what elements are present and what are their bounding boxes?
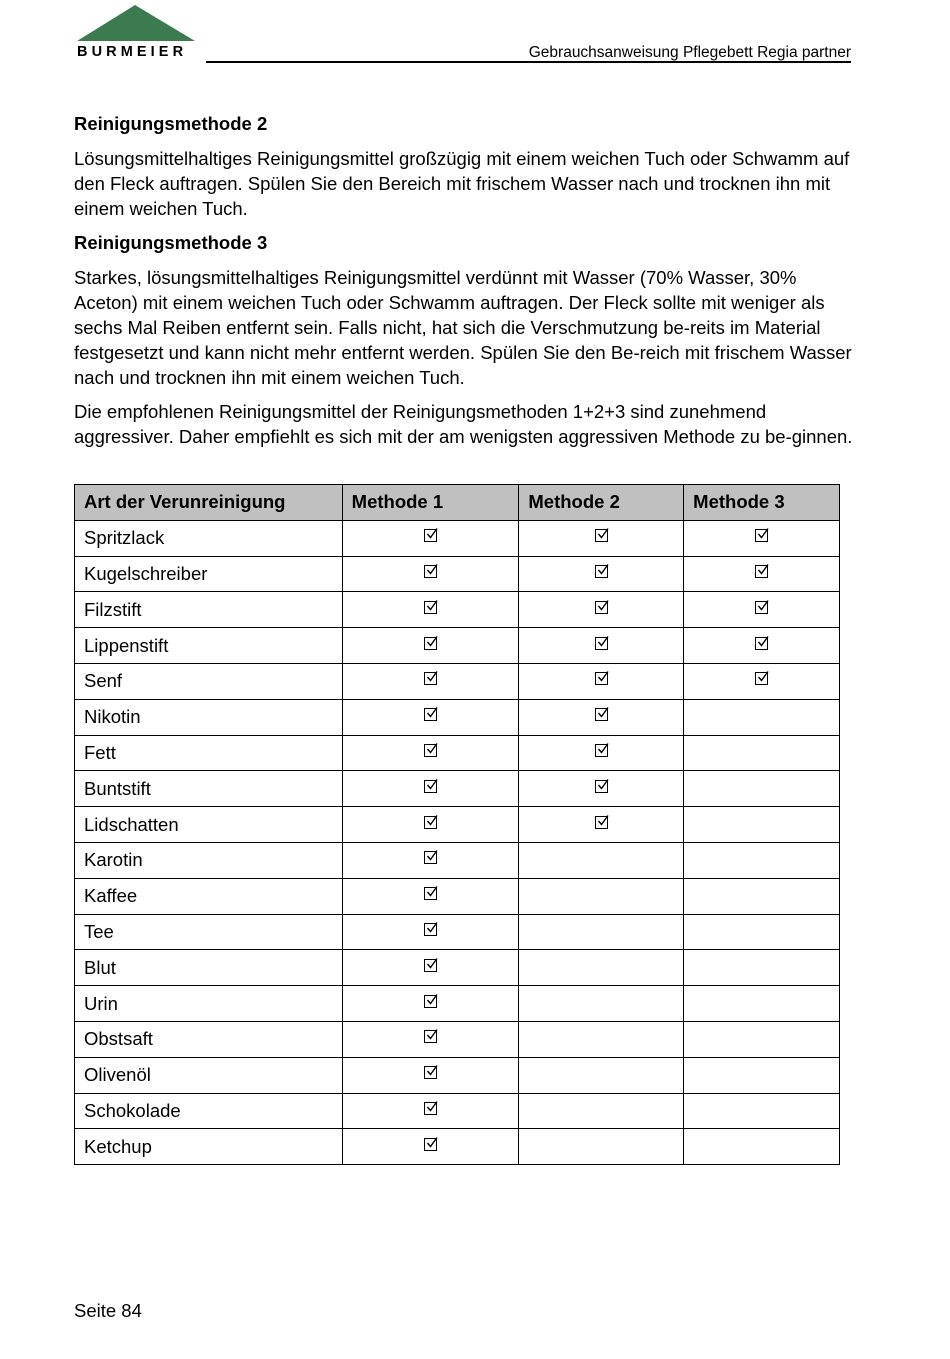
method-2-cell — [519, 1021, 684, 1057]
method-3-cell — [684, 520, 840, 556]
method-3-cell — [684, 556, 840, 592]
table-row — [75, 592, 840, 628]
table-row — [75, 771, 840, 807]
checked-box-icon — [755, 672, 768, 685]
stain-name: Ketchup — [75, 1129, 343, 1165]
table-row — [75, 699, 840, 735]
method-3-cell — [684, 950, 840, 986]
stain-name: Karotin — [75, 842, 343, 878]
method-2-cell — [519, 735, 684, 771]
method-1-cell — [342, 556, 519, 592]
column-header-method-1: Methode 1 — [342, 485, 519, 521]
checked-box-icon — [424, 1138, 437, 1151]
checked-box-icon — [424, 672, 437, 685]
checked-box-icon — [755, 637, 768, 650]
stain-name: Spritzlack — [75, 520, 343, 556]
method-2-cell — [519, 592, 684, 628]
method-2-cell — [519, 807, 684, 843]
table-row — [75, 663, 840, 699]
stain-name: Senf — [75, 663, 343, 699]
method-3-cell — [684, 1057, 840, 1093]
checked-box-icon — [595, 672, 608, 685]
method-3-cell — [684, 878, 840, 914]
method-3-cell — [684, 628, 840, 664]
table-row — [75, 1093, 840, 1129]
stain-name: Urin — [75, 986, 343, 1022]
checked-box-icon — [424, 816, 437, 829]
checked-box-icon — [424, 565, 437, 578]
method-3-cell — [684, 735, 840, 771]
table-row — [75, 986, 840, 1022]
burmeier-logo — [75, 4, 197, 62]
table-row — [75, 914, 840, 950]
table-row — [75, 556, 840, 592]
method-2-cell — [519, 914, 684, 950]
checked-box-icon — [424, 601, 437, 614]
checked-box-icon — [755, 565, 768, 578]
table-row — [75, 1129, 840, 1165]
column-header-method-3: Methode 3 — [684, 485, 840, 521]
checked-box-icon — [424, 995, 437, 1008]
header-divider — [206, 61, 851, 63]
checked-box-icon — [595, 816, 608, 829]
method-2-cell — [519, 842, 684, 878]
method-1-cell — [342, 1129, 519, 1165]
checked-box-icon — [424, 529, 437, 542]
method-2-cell — [519, 1093, 684, 1129]
method-3-cell — [684, 699, 840, 735]
table-row — [75, 1021, 840, 1057]
document-title: Gebrauchsanweisung Pflegebett Regia partner — [528, 44, 851, 61]
checked-box-icon — [424, 1030, 437, 1043]
checked-box-icon — [755, 529, 768, 542]
table-row — [75, 842, 840, 878]
checked-box-icon — [595, 637, 608, 650]
section-heading-method-3: Reinigungsmethode 3 — [74, 232, 268, 253]
method-3-cell — [684, 1093, 840, 1129]
method-1-cell — [342, 914, 519, 950]
table-row — [75, 950, 840, 986]
checked-box-icon — [595, 708, 608, 721]
section-text-method-3: Starkes, lösungsmittelhaltiges Reinigungsmittel verdünnt mit Wasser (70% Wasser, 30% Aceton) mit einem weichen Tuch oder Schwamm auftragen. Der Fleck sollte mit weniger als sechs Mal Reiben entfernt sein. Falls nicht, hat sich die Verschmutzung be-reits im Material festgesetzt und kann nicht mehr entfernt werden. Spülen Sie den Be-reich mit frischem Wasser nach und trocknen ihn mit einem weichen Tuch. — [74, 267, 852, 388]
checked-box-icon — [424, 851, 437, 864]
checked-box-icon — [424, 780, 437, 793]
table-row — [75, 878, 840, 914]
table-row — [75, 520, 840, 556]
intro-text: Die empfohlenen Reinigungsmittel der Reinigungsmethoden 1+2+3 sind zunehmend aggressiver. Daher empfiehlt es sich mit der am wenigsten aggressiven Methode zu be-ginnen. — [74, 401, 853, 447]
stain-name: Schokolade — [75, 1093, 343, 1129]
method-1-cell — [342, 986, 519, 1022]
checked-box-icon — [595, 565, 608, 578]
method-1-cell — [342, 842, 519, 878]
method-3-cell — [684, 592, 840, 628]
checked-box-icon — [424, 637, 437, 650]
method-3-cell — [684, 914, 840, 950]
method-3-cell — [684, 663, 840, 699]
stain-name: Kugelschreiber — [75, 556, 343, 592]
table-row — [75, 628, 840, 664]
method-1-cell — [342, 628, 519, 664]
method-1-cell — [342, 699, 519, 735]
method-1-cell — [342, 950, 519, 986]
method-1-cell — [342, 520, 519, 556]
checked-box-icon — [595, 601, 608, 614]
table-row — [75, 1057, 840, 1093]
checked-box-icon — [424, 1066, 437, 1079]
method-2-cell — [519, 771, 684, 807]
checked-box-icon — [424, 708, 437, 721]
table-header-row — [75, 485, 840, 521]
stain-name: Lippenstift — [75, 628, 343, 664]
method-2-cell — [519, 628, 684, 664]
method-1-cell — [342, 735, 519, 771]
stain-name: Olivenöl — [75, 1057, 343, 1093]
page-number: Seite 84 — [74, 1300, 142, 1321]
checked-box-icon — [424, 1102, 437, 1115]
method-1-cell — [342, 663, 519, 699]
checked-box-icon — [424, 959, 437, 972]
column-header-method-2: Methode 2 — [519, 485, 684, 521]
checked-box-icon — [424, 887, 437, 900]
stain-name: Kaffee — [75, 878, 343, 914]
stain-name: Lidschatten — [75, 807, 343, 843]
stain-name: Tee — [75, 914, 343, 950]
method-2-cell — [519, 878, 684, 914]
method-3-cell — [684, 1129, 840, 1165]
stain-methods-table — [74, 484, 840, 1165]
checked-box-icon — [424, 923, 437, 936]
method-3-cell — [684, 1021, 840, 1057]
method-2-cell — [519, 556, 684, 592]
method-2-cell — [519, 986, 684, 1022]
method-1-cell — [342, 1021, 519, 1057]
method-3-cell — [684, 771, 840, 807]
stain-name: Blut — [75, 950, 343, 986]
method-2-cell — [519, 1129, 684, 1165]
logo-roof-icon — [75, 4, 197, 44]
stain-name: Buntstift — [75, 771, 343, 807]
method-1-cell — [342, 592, 519, 628]
main-content — [74, 111, 854, 458]
stain-name: Nikotin — [75, 699, 343, 735]
checked-box-icon — [424, 744, 437, 757]
section-text-method-2: Lösungsmittelhaltiges Reinigungsmittel großzügig mit einem weichen Tuch oder Schwamm auf den Fleck auftragen. Spülen Sie den Bereich mit frischem Wasser nach und trocknen ihn mit einem weichen Tuch. — [74, 148, 850, 219]
method-2-cell — [519, 950, 684, 986]
method-3-cell — [684, 807, 840, 843]
method-1-cell — [342, 771, 519, 807]
stain-name: Fett — [75, 735, 343, 771]
method-3-cell — [684, 986, 840, 1022]
checked-box-icon — [595, 780, 608, 793]
section-heading-method-2: Reinigungsmethode 2 — [74, 113, 268, 134]
method-1-cell — [342, 1057, 519, 1093]
method-1-cell — [342, 1093, 519, 1129]
table-row — [75, 735, 840, 771]
stain-name: Obstsaft — [75, 1021, 343, 1057]
method-2-cell — [519, 663, 684, 699]
table-row — [75, 807, 840, 843]
checked-box-icon — [595, 529, 608, 542]
method-3-cell — [684, 842, 840, 878]
stain-name: Filzstift — [75, 592, 343, 628]
method-2-cell — [519, 699, 684, 735]
method-2-cell — [519, 1057, 684, 1093]
method-1-cell — [342, 878, 519, 914]
column-header-stain: Art der Verunreinigung — [75, 485, 343, 521]
method-1-cell — [342, 807, 519, 843]
checked-box-icon — [595, 744, 608, 757]
table-body — [75, 520, 840, 1164]
method-2-cell — [519, 520, 684, 556]
logo-text: BURMEIER — [77, 44, 188, 60]
checked-box-icon — [755, 601, 768, 614]
